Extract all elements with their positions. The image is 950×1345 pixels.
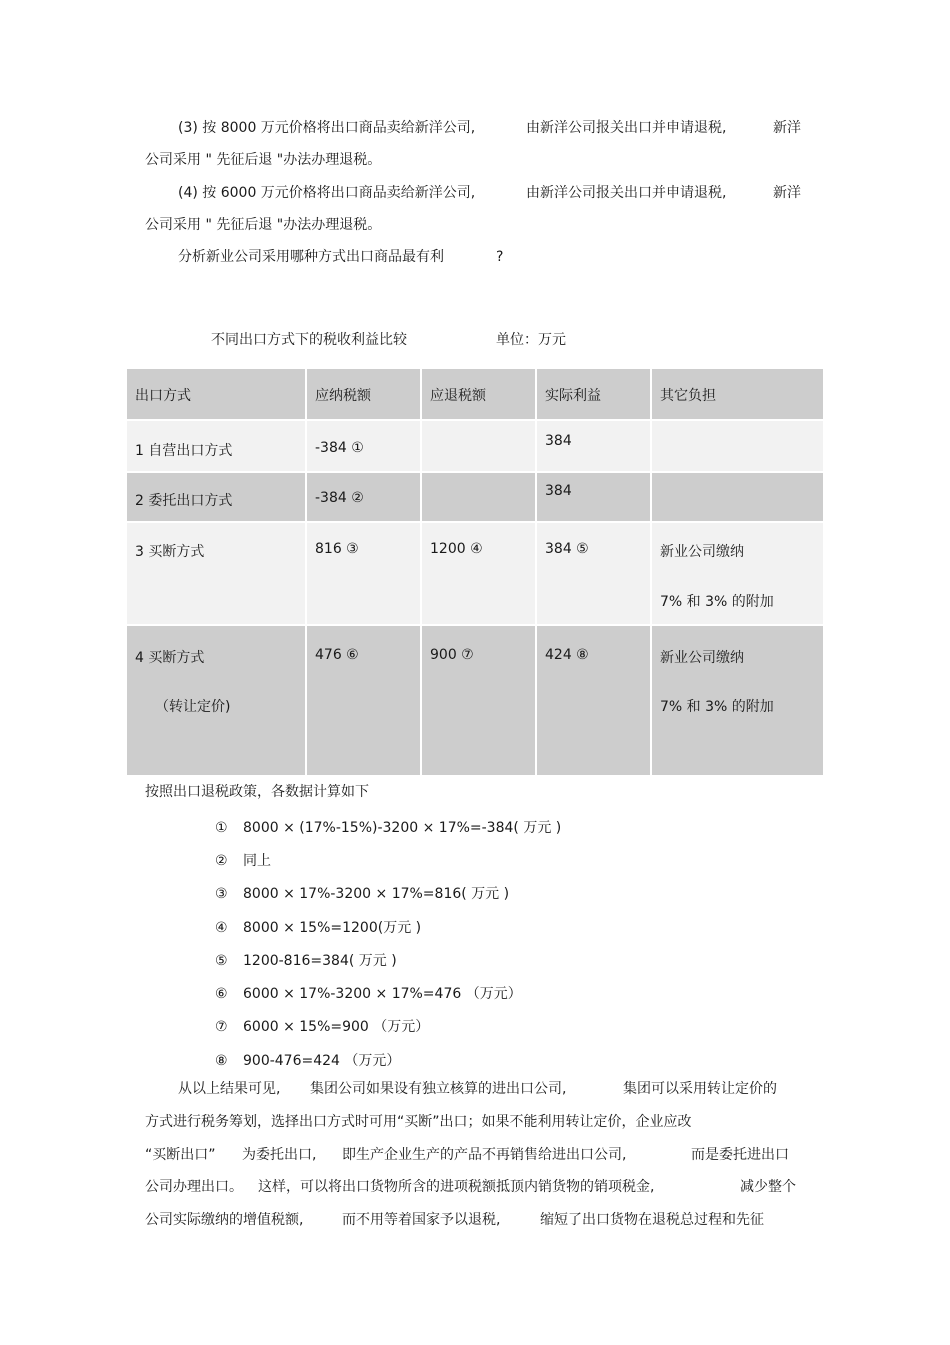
conclusion-l3-c: 即生产企业生产的产品不再销售给进出口公司, <box>342 1147 627 1163</box>
intro-p3-d: 公司采用 " 先征后退 "办法办理退税。 <box>145 152 382 168</box>
question-text: 分析新业公司采用哪种方式出口商品最有利 <box>178 249 444 265</box>
table-header-row <box>127 369 823 419</box>
conclusion-l5-c: 缩短了出口货物在退税总过程和先征 <box>540 1212 764 1228</box>
calc-item: ⑧ 900-476=424 （万元） <box>215 1053 401 1069</box>
calc-item: ⑦ 6000 × 15%=900 （万元） <box>215 1019 430 1035</box>
row4-other-line2: 7% 和 3% 的附加 <box>660 699 774 715</box>
header-cell-payable: 应纳税额 <box>307 369 420 419</box>
header-cell-other: 其它负担 <box>652 369 823 419</box>
conclusion-l4-a: 公司办理出口。 <box>145 1179 243 1195</box>
intro-p3-c: 新洋 <box>773 120 801 136</box>
row1-method: 1 自营出口方式 <box>135 443 233 459</box>
calc-item: ⑥ 6000 × 17%-3200 × 17%=476 （万元） <box>215 986 522 1002</box>
intro-p4-a: (4) 按 6000 万元价格将出口商品卖给新洋公司, <box>178 185 476 201</box>
table-row <box>127 523 823 624</box>
row3-other-line2: 7% 和 3% 的附加 <box>660 594 774 610</box>
conclusion-l3-a: “买断出口” <box>145 1147 216 1163</box>
row4-benefit: 424 ⑧ <box>545 647 589 663</box>
conclusion-l4-b: 这样，可以将出口货物所含的进项税额抵顶内销货物的销项税金, <box>258 1179 655 1195</box>
row1-benefit: 384 <box>545 433 572 449</box>
row4-payable: 476 ⑥ <box>315 647 359 663</box>
row1-payable: -384 ① <box>315 440 364 456</box>
row2-payable: -384 ② <box>315 490 364 506</box>
header-cell-method: 出口方式 <box>127 369 305 419</box>
conclusion-l1-c: 集团可以采用转让定价的 <box>623 1081 777 1097</box>
row3-refund: 1200 ④ <box>430 541 483 557</box>
intro-p3-a: (3) 按 8000 万元价格将出口商品卖给新洋公司, <box>178 120 476 136</box>
row4-method: 4 买断方式 <box>135 650 205 666</box>
row3-other-line1: 新业公司缴纳 <box>660 544 744 560</box>
table-caption-title: 不同出口方式下的税收利益比较 <box>211 332 407 348</box>
calc-item: ① 8000 × (17%-15%)-3200 × 17%=-384( 万元 ) <box>215 820 562 836</box>
conclusion-l4-c: 减少整个 <box>740 1179 796 1195</box>
table-row <box>127 421 823 471</box>
row4-other-line1: 新业公司缴纳 <box>660 650 744 666</box>
conclusion-l5-a: 公司实际缴纳的增值税额, <box>145 1212 304 1228</box>
intro-p4-c: 新洋 <box>773 185 801 201</box>
table-row <box>127 626 823 775</box>
conclusion-line-2: 方式进行税务筹划，选择出口方式时可用“买断”出口；如果不能利用转让定价，企业应改 <box>145 1114 692 1130</box>
row2-benefit: 384 <box>545 483 572 499</box>
row4-refund: 900 ⑦ <box>430 647 474 663</box>
conclusion-l1-b: 集团公司如果设有独立核算的进出口公司, <box>310 1081 567 1097</box>
row4-method-sub: （转让定价) <box>155 699 231 715</box>
intro-p4-d: 公司采用 " 先征后退 "办法办理退税。 <box>145 217 382 233</box>
row2-method: 2 委托出口方式 <box>135 493 233 509</box>
calc-item: ⑤ 1200-816=384( 万元 ) <box>215 953 397 969</box>
calc-item: ③ 8000 × 17%-3200 × 17%=816( 万元 ) <box>215 886 510 902</box>
calc-intro: 按照出口退税政策，各数据计算如下 <box>145 784 369 800</box>
row3-benefit: 384 ⑤ <box>545 541 589 557</box>
calc-item: ② 同上 <box>215 853 271 869</box>
question-mark: ? <box>496 249 504 265</box>
comparison-table <box>125 367 825 777</box>
calc-item: ④ 8000 × 15%=1200(万元 ) <box>215 920 422 936</box>
row3-payable: 816 ③ <box>315 541 359 557</box>
conclusion-l3-d: 而是委托进出口 <box>691 1147 789 1163</box>
intro-p4-b: 由新洋公司报关出口并申请退税, <box>526 185 727 201</box>
table-row <box>127 473 823 521</box>
header-cell-benefit: 实际利益 <box>537 369 650 419</box>
intro-p3-b: 由新洋公司报关出口并申请退税, <box>526 120 727 136</box>
row3-method: 3 买断方式 <box>135 544 205 560</box>
conclusion-l1-a: 从以上结果可见, <box>178 1081 281 1097</box>
conclusion-l3-b: 为委托出口, <box>242 1147 317 1163</box>
header-cell-refund: 应退税额 <box>422 369 535 419</box>
conclusion-l5-b: 而不用等着国家予以退税, <box>342 1212 501 1228</box>
table-caption-unit: 单位：万元 <box>496 332 566 348</box>
